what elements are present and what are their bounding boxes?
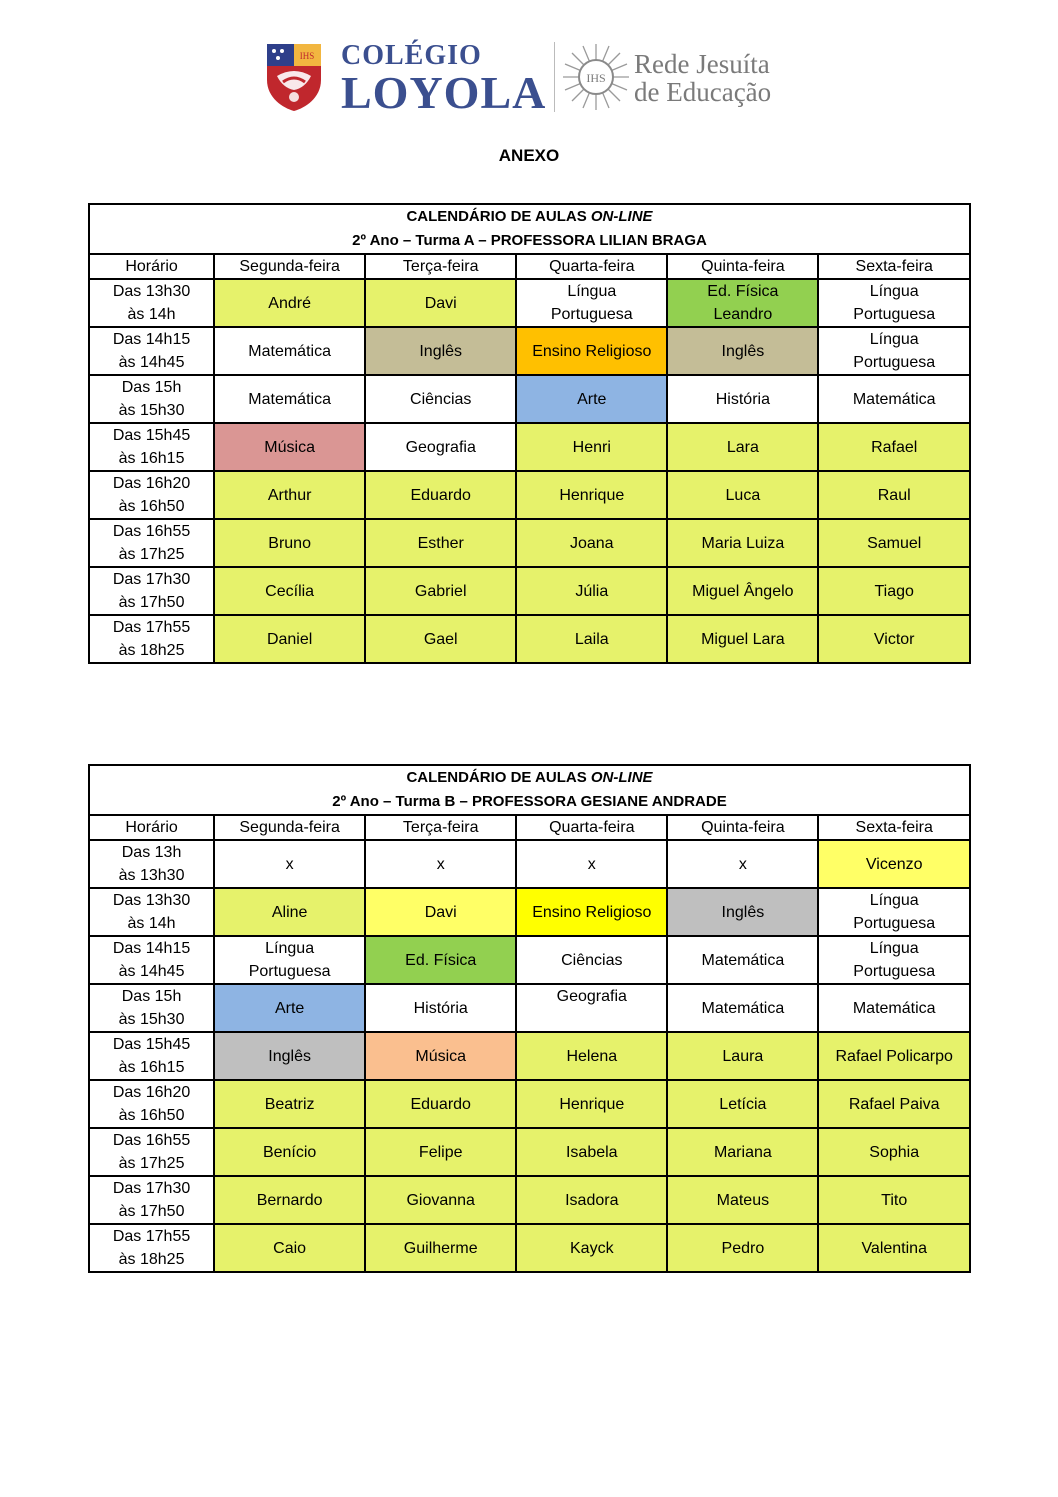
time-end: às 14h45 xyxy=(118,963,185,980)
column-header: Quinta-feira xyxy=(667,815,818,840)
schedule-cell: Joana xyxy=(516,519,667,567)
schedule-table-turma-b xyxy=(88,764,971,1273)
schedule-cell: Eduardo xyxy=(365,1080,516,1128)
time-end: às 14h45 xyxy=(118,354,185,371)
time-end: às 13h30 xyxy=(118,867,185,884)
schedule-cell: Matemática xyxy=(818,984,970,1032)
table-title xyxy=(89,204,970,254)
schedule-cell: Cecília xyxy=(214,567,365,615)
schedule-cell: Raul xyxy=(818,471,970,519)
schedule-cell: Letícia xyxy=(667,1080,818,1128)
schedule-cell: Rafael Paiva xyxy=(818,1080,970,1128)
time-start: Das 16h55 xyxy=(112,523,191,540)
time-start: Das 15h xyxy=(121,988,182,1005)
jesuit-sun-icon xyxy=(561,42,631,112)
schedule-cell: Aline xyxy=(214,888,365,936)
header-divider xyxy=(554,42,555,112)
schedule-cell: x xyxy=(214,840,365,888)
time-end: às 15h30 xyxy=(118,1011,185,1028)
time-end: às 17h50 xyxy=(118,1203,185,1220)
time-slot xyxy=(89,279,214,327)
column-header: Quinta-feira xyxy=(667,254,818,279)
schedule-cell: Pedro xyxy=(667,1224,818,1272)
schedule-cell: Ed. Física xyxy=(365,936,516,984)
schedule-cell: Inglês xyxy=(667,327,818,375)
schedule-cell: Giovanna xyxy=(365,1176,516,1224)
table-row xyxy=(89,1128,970,1176)
schedule-cell: Língua Portuguesa xyxy=(818,327,970,375)
table-subtitle: 2º Ano – Turma A – PROFESSORA LILIAN BRAGA xyxy=(352,232,707,249)
schedule-cell: Inglês xyxy=(214,1032,365,1080)
time-start: Das 15h45 xyxy=(112,1036,191,1053)
schedule-cell: Matemática xyxy=(818,375,970,423)
schedule-cell: Rafael Policarpo xyxy=(818,1032,970,1080)
schedule-cell: Isadora xyxy=(516,1176,667,1224)
time-end: às 18h25 xyxy=(118,642,185,659)
schedule-cell: Inglês xyxy=(365,327,516,375)
schedule-cell: Rafael xyxy=(818,423,970,471)
table-row xyxy=(89,567,970,615)
time-start: Das 13h30 xyxy=(112,892,191,909)
schedule-cell: Helena xyxy=(516,1032,667,1080)
time-slot xyxy=(89,615,214,663)
time-slot xyxy=(89,888,214,936)
schedule-cell: Davi xyxy=(365,888,516,936)
column-header: Terça-feira xyxy=(365,254,516,279)
schedule-cell: Esther xyxy=(365,519,516,567)
schedule-cell: Ed. Física Leandro xyxy=(667,279,818,327)
schedule-cell: Maria Luiza xyxy=(667,519,818,567)
schedule-cell: Júlia xyxy=(516,567,667,615)
table-row xyxy=(89,327,970,375)
schedule-cell: Henrique xyxy=(516,1080,667,1128)
time-start: Das 13h30 xyxy=(112,283,191,300)
time-end: às 16h15 xyxy=(118,450,185,467)
table-row xyxy=(89,1224,970,1272)
schedule-cell: Beatriz xyxy=(214,1080,365,1128)
time-end: às 18h25 xyxy=(118,1251,185,1268)
schedule-cell: Língua Portuguesa xyxy=(818,888,970,936)
column-header: Sexta-feira xyxy=(818,815,970,840)
table-row xyxy=(89,1032,970,1080)
table-row xyxy=(89,615,970,663)
schedule-cell: Samuel xyxy=(818,519,970,567)
table-row xyxy=(89,279,970,327)
table-row xyxy=(89,519,970,567)
table-row xyxy=(89,1080,970,1128)
schedule-cell: Arte xyxy=(516,375,667,423)
time-slot xyxy=(89,327,214,375)
schedule-cell: Inglês xyxy=(667,888,818,936)
table-row xyxy=(89,375,970,423)
schedule-cell: Tito xyxy=(818,1176,970,1224)
schedule-cell: x xyxy=(365,840,516,888)
time-slot xyxy=(89,519,214,567)
network-line2: de Educação xyxy=(634,77,772,107)
schedule-cell: Gabriel xyxy=(365,567,516,615)
schedule-cell: Guilherme xyxy=(365,1224,516,1272)
table-title xyxy=(89,765,970,815)
schedule-cell: Língua Portuguesa xyxy=(818,279,970,327)
schedule-cell: Victor xyxy=(818,615,970,663)
time-end: às 17h25 xyxy=(118,546,185,563)
brand-line-colegio: COLÉGIO xyxy=(341,40,482,71)
schedule-cell: Benício xyxy=(214,1128,365,1176)
school-header xyxy=(265,38,805,118)
svg-text:IHS: IHS xyxy=(299,51,315,61)
annex-title: ANEXO xyxy=(498,146,560,165)
table-row xyxy=(89,936,970,984)
column-header: Segunda-feira xyxy=(214,254,365,279)
schedule-cell: Mariana xyxy=(667,1128,818,1176)
schedule-table-turma-a xyxy=(88,203,971,664)
schedule-cell: Bernardo xyxy=(214,1176,365,1224)
brand-line-loyola: LOYOLA xyxy=(341,67,547,118)
colegio-loyola-crest-icon xyxy=(265,42,323,112)
schedule-cell: Ensino Religioso xyxy=(516,327,667,375)
schedule-cell: Laura xyxy=(667,1032,818,1080)
time-start: Das 16h20 xyxy=(112,475,191,492)
schedule-cell: Eduardo xyxy=(365,471,516,519)
schedule-cell: Henrique xyxy=(516,471,667,519)
time-slot xyxy=(89,984,214,1032)
schedule-cell: Caio xyxy=(214,1224,365,1272)
schedule-cell: x xyxy=(516,840,667,888)
schedule-cell: Matemática xyxy=(667,984,818,1032)
column-header: Horário xyxy=(89,254,214,279)
schedule-cell: Vicenzo xyxy=(818,840,970,888)
schedule-cell: Isabela xyxy=(516,1128,667,1176)
table-title-line xyxy=(92,766,967,790)
column-header: Horário xyxy=(89,815,214,840)
schedule-cell: Matemática xyxy=(214,375,365,423)
schedule-cell: Lara xyxy=(667,423,818,471)
time-start: Das 17h30 xyxy=(112,571,191,588)
network-line1: Rede Jesuíta xyxy=(634,49,770,79)
schedule-cell: Valentina xyxy=(818,1224,970,1272)
schedule-cell: Miguel Ângelo xyxy=(667,567,818,615)
schedule-cell: Ensino Religioso xyxy=(516,888,667,936)
title-online: ON-LINE xyxy=(590,208,653,225)
column-header: Quarta-feira xyxy=(516,254,667,279)
schedule-cell: História xyxy=(667,375,818,423)
schedule-cell: Música xyxy=(365,1032,516,1080)
time-slot xyxy=(89,375,214,423)
schedule-cell: Língua Portuguesa xyxy=(214,936,365,984)
time-slot xyxy=(89,567,214,615)
time-slot xyxy=(89,840,214,888)
table-row xyxy=(89,471,970,519)
schedule-cell: Laila xyxy=(516,615,667,663)
time-end: às 15h30 xyxy=(118,402,185,419)
schedule-cell: Miguel Lara xyxy=(667,615,818,663)
schedule-cell: História xyxy=(365,984,516,1032)
time-end: às 14h xyxy=(127,915,176,932)
schedule-cell: Língua Portuguesa xyxy=(516,279,667,327)
schedule-cell: Sophia xyxy=(818,1128,970,1176)
time-start: Das 15h45 xyxy=(112,427,191,444)
time-start: Das 15h xyxy=(121,379,182,396)
schedule-cell: Bruno xyxy=(214,519,365,567)
svg-text:IHS: IHS xyxy=(586,71,606,85)
table-row xyxy=(89,984,970,1032)
time-start: Das 17h55 xyxy=(112,619,191,636)
schedule-cell: Luca xyxy=(667,471,818,519)
time-slot xyxy=(89,471,214,519)
table-row xyxy=(89,888,970,936)
schedule-cell: Matemática xyxy=(214,327,365,375)
title-prefix: CALENDÁRIO DE AULAS xyxy=(406,769,591,786)
schedule-cell: Arthur xyxy=(214,471,365,519)
column-header: Sexta-feira xyxy=(818,254,970,279)
time-start: Das 17h30 xyxy=(112,1180,191,1197)
schedule-cell: Geografia xyxy=(365,423,516,471)
schedule-cell: Matemática xyxy=(667,936,818,984)
schedule-cell: Felipe xyxy=(365,1128,516,1176)
title-prefix: CALENDÁRIO DE AULAS xyxy=(406,208,591,225)
column-header: Segunda-feira xyxy=(214,815,365,840)
title-online: ON-LINE xyxy=(590,769,653,786)
schedule-cell: Língua Portuguesa xyxy=(818,936,970,984)
schedule-cell: Mateus xyxy=(667,1176,818,1224)
table-row xyxy=(89,423,970,471)
schedule-cell: Geografia xyxy=(516,984,667,1032)
table-row xyxy=(89,840,970,888)
time-slot xyxy=(89,1224,214,1272)
time-end: às 17h50 xyxy=(118,594,185,611)
schedule-cell: Kayck xyxy=(516,1224,667,1272)
time-slot xyxy=(89,936,214,984)
network-name xyxy=(634,50,771,106)
time-slot xyxy=(89,1176,214,1224)
time-slot xyxy=(89,1032,214,1080)
time-end: às 16h50 xyxy=(118,498,185,515)
time-slot xyxy=(89,423,214,471)
column-header: Terça-feira xyxy=(365,815,516,840)
schedule-cell: Música xyxy=(214,423,365,471)
schedule-cell: Daniel xyxy=(214,615,365,663)
schedule-cell: Davi xyxy=(365,279,516,327)
time-start: Das 16h20 xyxy=(112,1084,191,1101)
schedule-cell: André xyxy=(214,279,365,327)
schedule-cell: Ciências xyxy=(365,375,516,423)
table-row xyxy=(89,1176,970,1224)
schedule-cell: Ciências xyxy=(516,936,667,984)
time-end: às 16h50 xyxy=(118,1107,185,1124)
schedule-cell: x xyxy=(667,840,818,888)
time-start: Das 13h xyxy=(121,844,182,861)
time-start: Das 17h55 xyxy=(112,1228,191,1245)
time-start: Das 14h15 xyxy=(112,940,191,957)
schedule-cell: Arte xyxy=(214,984,365,1032)
time-slot xyxy=(89,1128,214,1176)
column-header: Quarta-feira xyxy=(516,815,667,840)
schedule-cell: Gael xyxy=(365,615,516,663)
table-title-line xyxy=(92,205,967,229)
time-start: Das 16h55 xyxy=(112,1132,191,1149)
schedule-cell: Henri xyxy=(516,423,667,471)
time-end: às 17h25 xyxy=(118,1155,185,1172)
time-end: às 14h xyxy=(127,306,176,323)
table-subtitle: 2º Ano – Turma B – PROFESSORA GESIANE ANDRADE xyxy=(332,793,727,810)
schedule-cell: Tiago xyxy=(818,567,970,615)
time-start: Das 14h15 xyxy=(112,331,191,348)
time-end: às 16h15 xyxy=(118,1059,185,1076)
time-slot xyxy=(89,1080,214,1128)
